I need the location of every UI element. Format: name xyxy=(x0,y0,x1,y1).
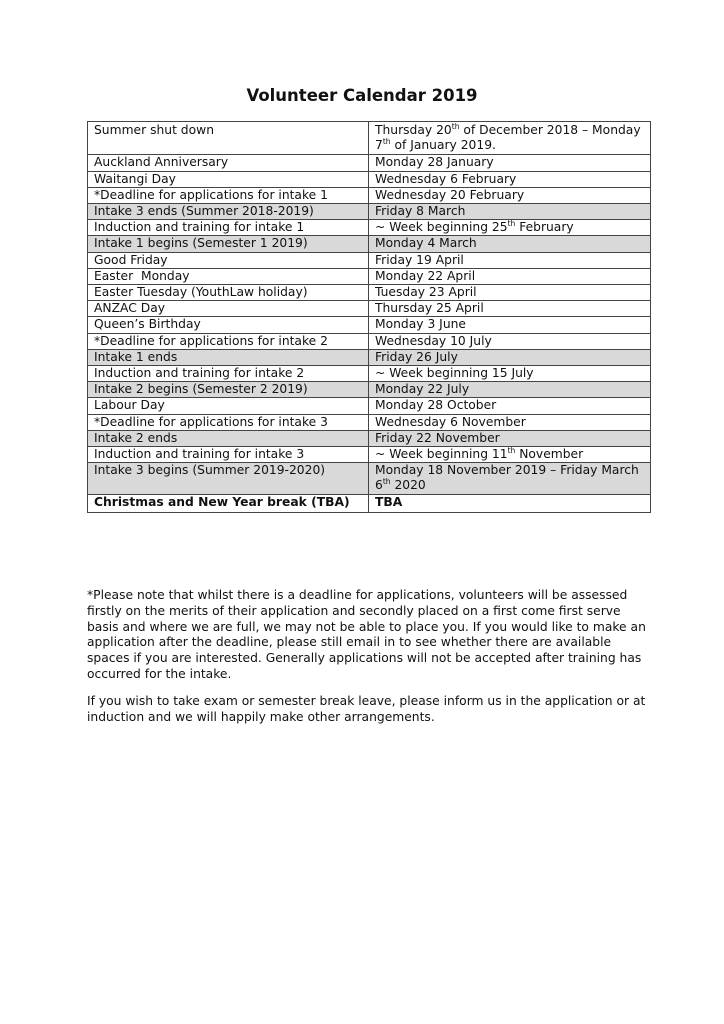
table-row xyxy=(88,236,651,252)
table-row xyxy=(88,382,651,398)
table-row xyxy=(88,204,651,220)
date-cell: Tuesday 23 April xyxy=(369,285,651,301)
date-cell: Monday 18 November 2019 – Friday March 6th 2020 xyxy=(369,463,651,494)
date-cell: Wednesday 20 February xyxy=(369,187,651,203)
event-cell: Intake 3 ends (Summer 2018-2019) xyxy=(88,204,369,220)
date-cell: Friday 22 November xyxy=(369,430,651,446)
event-cell: *Deadline for applications for intake 1 xyxy=(88,187,369,203)
table-row xyxy=(88,366,651,382)
date-cell: TBA xyxy=(369,494,651,512)
date-cell: ~ Week beginning 15 July xyxy=(369,366,651,382)
table-row xyxy=(88,268,651,284)
deadline-note: *Please note that whilst there is a deadline for applications, volunteers will be assessed firstly on the merits of their application and secondly placed on a first come first serve basis and where we are full, we may not be able to place you. If you would like to make an application after the deadline, please still email in to see whether there are available spaces if you are interested. Generally applications will not be accepted after training has occurred for the intake. xyxy=(87,588,646,681)
date-cell: Monday 28 October xyxy=(369,398,651,414)
date-cell: Wednesday 10 July xyxy=(369,333,651,349)
date-cell: Wednesday 6 February xyxy=(369,171,651,187)
event-cell: Waitangi Day xyxy=(88,171,369,187)
event-cell: Intake 3 begins (Summer 2019-2020) xyxy=(88,463,369,494)
event-cell: *Deadline for applications for intake 3 xyxy=(88,414,369,430)
event-cell: Easter Monday xyxy=(88,268,369,284)
date-cell: Monday 4 March xyxy=(369,236,651,252)
event-cell: Christmas and New Year break (TBA) xyxy=(88,494,369,512)
table-row xyxy=(88,463,651,494)
table-row xyxy=(88,285,651,301)
table-row xyxy=(88,155,651,171)
date-cell: Friday 8 March xyxy=(369,204,651,220)
table-row xyxy=(88,317,651,333)
date-cell: Monday 22 April xyxy=(369,268,651,284)
event-cell: Intake 1 begins (Semester 1 2019) xyxy=(88,236,369,252)
event-cell: Induction and training for intake 1 xyxy=(88,220,369,236)
date-cell: Friday 26 July xyxy=(369,349,651,365)
event-cell: Good Friday xyxy=(88,252,369,268)
event-cell: Induction and training for intake 3 xyxy=(88,447,369,463)
event-cell: Intake 2 begins (Semester 2 2019) xyxy=(88,382,369,398)
event-cell: ANZAC Day xyxy=(88,301,369,317)
table-row xyxy=(88,414,651,430)
event-cell: *Deadline for applications for intake 2 xyxy=(88,333,369,349)
event-cell: Summer shut down xyxy=(88,122,369,155)
event-cell: Intake 1 ends xyxy=(88,349,369,365)
table-row xyxy=(88,220,651,236)
table-row xyxy=(88,398,651,414)
date-cell: Monday 28 January xyxy=(369,155,651,171)
event-cell: Easter Tuesday (YouthLaw holiday) xyxy=(88,285,369,301)
table-row xyxy=(88,447,651,463)
table-row xyxy=(88,430,651,446)
date-cell: Thursday 25 April xyxy=(369,301,651,317)
date-cell: Thursday 20th of December 2018 – Monday 7th of January 2019. xyxy=(369,122,651,155)
event-cell: Labour Day xyxy=(88,398,369,414)
date-cell: Friday 19 April xyxy=(369,252,651,268)
table-row xyxy=(88,494,651,512)
table-row xyxy=(88,171,651,187)
event-cell: Queen’s Birthday xyxy=(88,317,369,333)
calendar-table xyxy=(87,121,651,513)
date-cell: ~ Week beginning 11th November xyxy=(369,447,651,463)
event-cell: Auckland Anniversary xyxy=(88,155,369,171)
date-cell: Monday 22 July xyxy=(369,382,651,398)
table-row xyxy=(88,349,651,365)
date-cell: Wednesday 6 November xyxy=(369,414,651,430)
table-row xyxy=(88,301,651,317)
table-row xyxy=(88,187,651,203)
event-cell: Intake 2 ends xyxy=(88,430,369,446)
page-title: Volunteer Calendar 2019 xyxy=(246,86,478,105)
table-row xyxy=(88,122,651,155)
table-row xyxy=(88,252,651,268)
table-row xyxy=(88,333,651,349)
date-cell: ~ Week beginning 25th February xyxy=(369,220,651,236)
leave-note: If you wish to take exam or semester break leave, please inform us in the application or at induction and we will happily make other arrangements. xyxy=(87,694,646,724)
event-cell: Induction and training for intake 2 xyxy=(88,366,369,382)
date-cell: Monday 3 June xyxy=(369,317,651,333)
